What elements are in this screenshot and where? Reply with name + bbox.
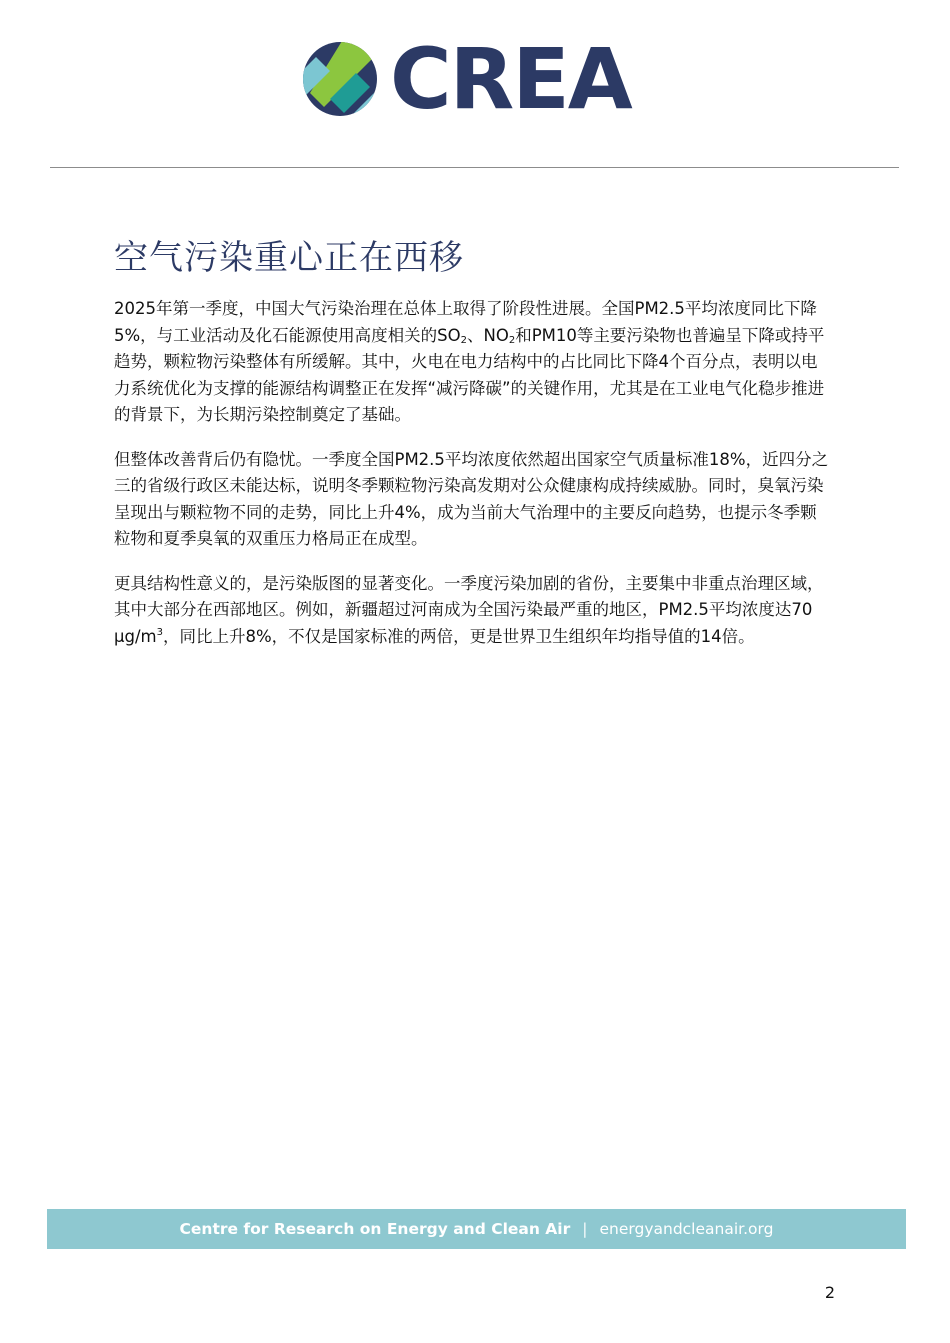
paragraph-1: 2025年第一季度，中国大气污染治理在总体上取得了阶段性进展。全国PM2.5平均浓度同比下降5%，与工业活动及化石能源使用高度相关的$SO_2$、$NO_2$和PM10等主要污染物也普遍呈下降或持平趋势，颗粒物污染整体有所缓解。其中，火电在电力结构中的占比同比下降4个百分点，表明以电力系统优化为支撑的能源结构调整正在发挥“减污降碳”的关键作用，尤其是在工业电气化稳步推进的背景下，为长期污染控制奠定了基础。 <box>114 299 825 424</box>
crea-logo-mark-icon <box>302 41 378 117</box>
page-number: 2 <box>824 1283 836 1302</box>
header-divider <box>50 167 899 168</box>
paragraph-2: 但整体改善背后仍有隐忧。一季度全国PM2.5平均浓度依然超出国家空气质量标准18%，近四分之三的省级行政区未能达标，说明冬季颗粒物污染高发期对公众健康构成持续威胁。同时，臭氧污染呈现出与颗粒物不同的走势，同比上升4%，成为当前大气治理中的主要反向趋势，也提示冬季颗粒物和夏季臭氧的双重压力格局正在成型。 <box>114 449 829 548</box>
article-title: 空气污染重心正在西移 <box>114 238 464 278</box>
footer-separator: | <box>582 1220 588 1238</box>
footer-band <box>47 1209 906 1249</box>
footer-org-name: Centre for Research on Energy and Clean Air <box>179 1220 571 1238</box>
crea-logo <box>302 30 631 128</box>
footer-url[interactable]: energyandcleanair.org <box>599 1220 774 1238</box>
paragraph-3: 更具结构性意义的，是污染版图的显著变化。一季度污染加剧的省份，主要集中非重点治理区域，其中大部分在西部地区。例如，新疆超过河南成为全国污染最严重的地区，PM2.5平均浓度达70 $\mu g/m^3$，同比上升8%，不仅是国家标准的两倍，更是世界卫生组织年均指导值的14倍。 <box>114 573 824 646</box>
crea-logo-text: CREA <box>390 30 631 128</box>
article-body <box>114 296 829 668</box>
